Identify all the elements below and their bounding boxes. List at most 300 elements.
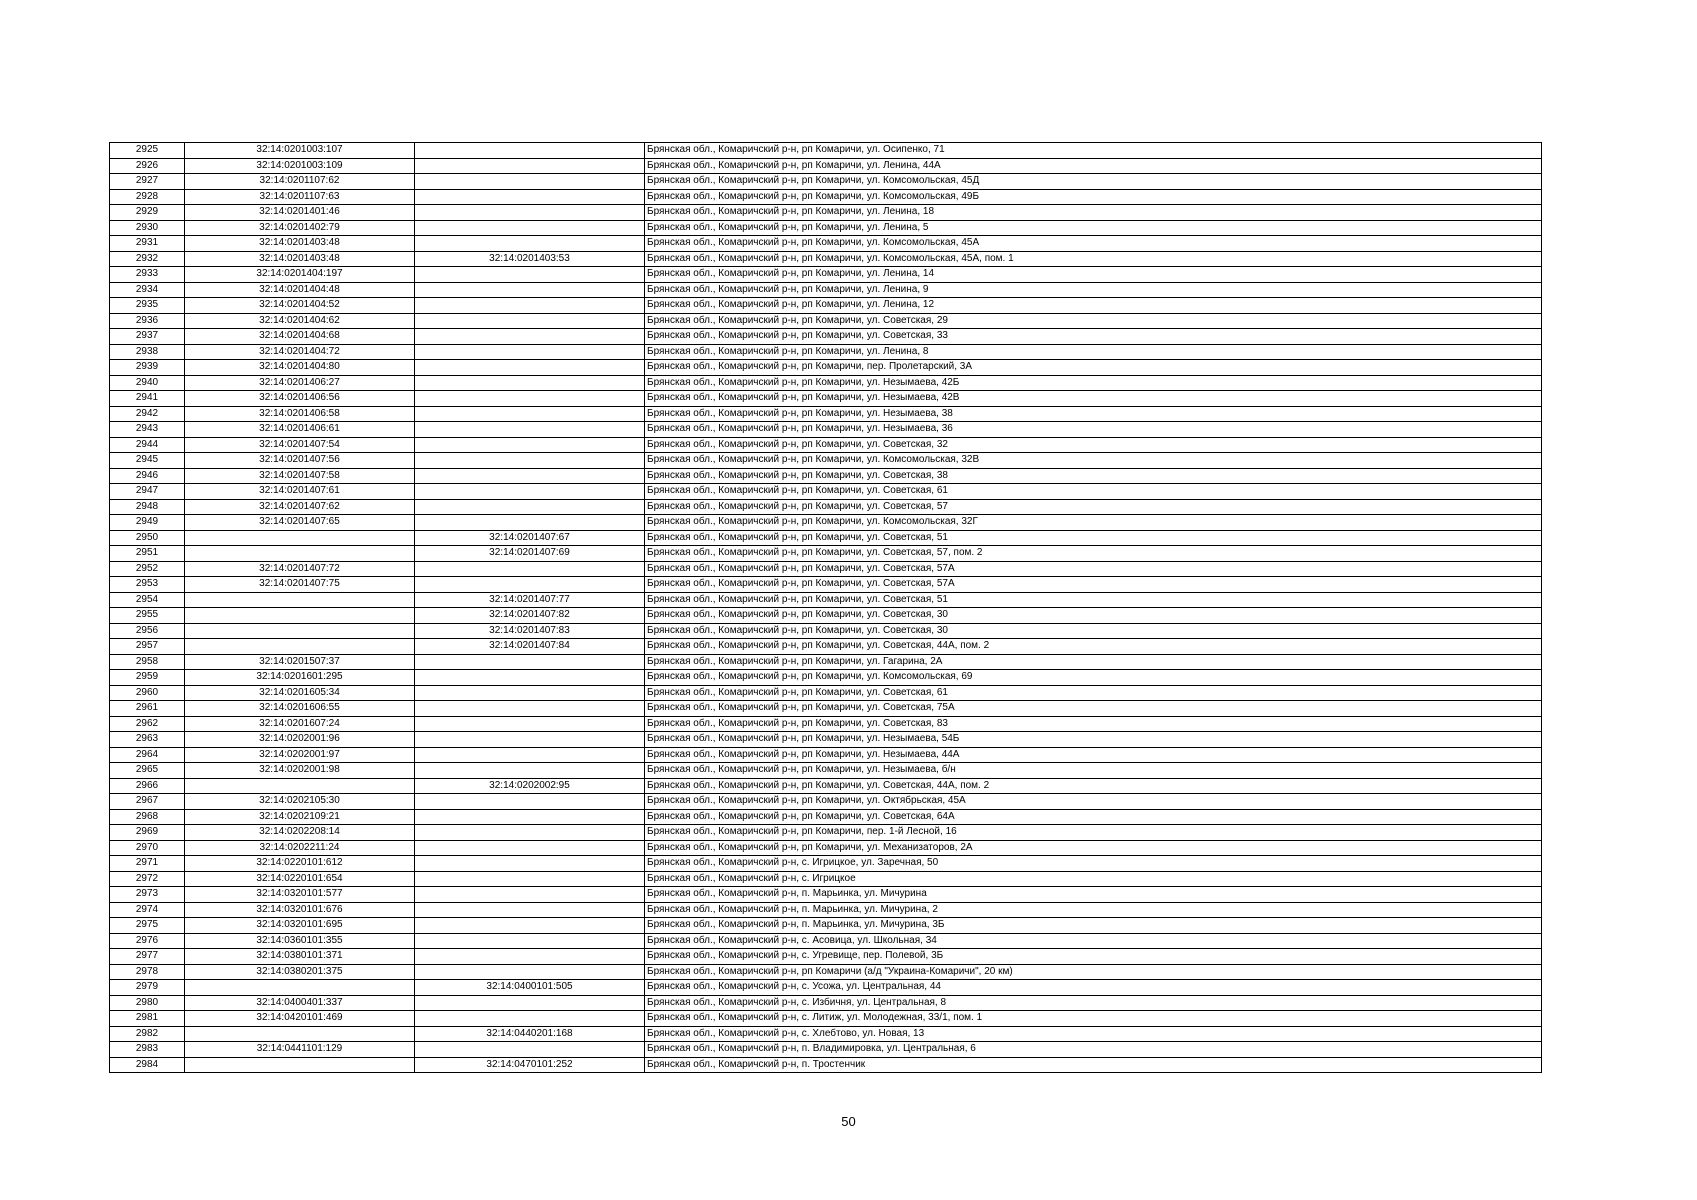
cadastral-number-cell: 32:14:0202001:98 bbox=[185, 763, 415, 779]
cadastral-number-cell: 32:14:0201404:52 bbox=[185, 298, 415, 314]
cadastral-number-cell: 32:14:0202105:30 bbox=[185, 794, 415, 810]
row-number-cell: 2978 bbox=[110, 964, 185, 980]
table-row bbox=[110, 1026, 1542, 1042]
related-cadastral-number-cell bbox=[415, 964, 645, 980]
page-number: 50 bbox=[841, 1114, 856, 1129]
row-number-cell: 2935 bbox=[110, 298, 185, 314]
table-row bbox=[110, 189, 1542, 205]
table-row bbox=[110, 685, 1542, 701]
table-row bbox=[110, 592, 1542, 608]
cadastral-number-cell: 32:14:0201406:58 bbox=[185, 406, 415, 422]
cadastral-number-cell bbox=[185, 639, 415, 655]
row-number-cell: 2961 bbox=[110, 701, 185, 717]
table-row bbox=[110, 887, 1542, 903]
related-cadastral-number-cell bbox=[415, 856, 645, 872]
address-cell: Брянская обл., Комаричский р-н, рп Комаричи, ул. Ленина, 5 bbox=[645, 220, 1542, 236]
row-number-cell: 2975 bbox=[110, 918, 185, 934]
related-cadastral-number-cell bbox=[415, 933, 645, 949]
row-number-cell: 2955 bbox=[110, 608, 185, 624]
row-number-cell: 2962 bbox=[110, 716, 185, 732]
cadastral-number-cell: 32:14:0201402:79 bbox=[185, 220, 415, 236]
row-number-cell: 2931 bbox=[110, 236, 185, 252]
cadastral-number-cell: 32:14:0201407:72 bbox=[185, 561, 415, 577]
row-number-cell: 2941 bbox=[110, 391, 185, 407]
table-row bbox=[110, 1011, 1542, 1027]
related-cadastral-number-cell: 32:14:0201407:84 bbox=[415, 639, 645, 655]
table-row bbox=[110, 701, 1542, 717]
row-number-cell: 2967 bbox=[110, 794, 185, 810]
cadastral-number-cell: 32:14:0201507:37 bbox=[185, 654, 415, 670]
cadastral-number-cell: 32:14:0201403:48 bbox=[185, 236, 415, 252]
row-number-cell: 2984 bbox=[110, 1057, 185, 1073]
related-cadastral-number-cell bbox=[415, 453, 645, 469]
address-cell: Брянская обл., Комаричский р-н, рп Комаричи, ул. Советская, 29 bbox=[645, 313, 1542, 329]
row-number-cell: 2968 bbox=[110, 809, 185, 825]
cadastral-number-cell: 32:14:0201406:61 bbox=[185, 422, 415, 438]
row-number-cell: 2953 bbox=[110, 577, 185, 593]
address-cell: Брянская обл., Комаричский р-н, рп Комаричи, ул. Комсомольская, 49Б bbox=[645, 189, 1542, 205]
row-number-cell: 2945 bbox=[110, 453, 185, 469]
related-cadastral-number-cell bbox=[415, 267, 645, 283]
related-cadastral-number-cell bbox=[415, 375, 645, 391]
address-cell: Брянская обл., Комаричский р-н, рп Комаричи, ул. Советская, 51 bbox=[645, 592, 1542, 608]
related-cadastral-number-cell bbox=[415, 716, 645, 732]
row-number-cell: 2956 bbox=[110, 623, 185, 639]
address-cell: Брянская обл., Комаричский р-н, рп Комаричи, ул. Ленина, 18 bbox=[645, 205, 1542, 221]
cadastral-number-cell: 32:14:0201407:58 bbox=[185, 468, 415, 484]
cadastral-number-cell bbox=[185, 778, 415, 794]
related-cadastral-number-cell: 32:14:0400101:505 bbox=[415, 980, 645, 996]
cadastral-number-cell: 32:14:0201606:55 bbox=[185, 701, 415, 717]
cadastral-number-cell: 32:14:0201605:34 bbox=[185, 685, 415, 701]
row-number-cell: 2974 bbox=[110, 902, 185, 918]
address-cell: Брянская обл., Комаричский р-н, рп Комаричи, ул. Ленина, 8 bbox=[645, 344, 1542, 360]
related-cadastral-number-cell bbox=[415, 577, 645, 593]
cadastral-number-cell: 32:14:0220101:612 bbox=[185, 856, 415, 872]
related-cadastral-number-cell bbox=[415, 468, 645, 484]
table-row bbox=[110, 670, 1542, 686]
row-number-cell: 2976 bbox=[110, 933, 185, 949]
related-cadastral-number-cell bbox=[415, 887, 645, 903]
related-cadastral-number-cell: 32:14:0201407:77 bbox=[415, 592, 645, 608]
related-cadastral-number-cell bbox=[415, 236, 645, 252]
table-row bbox=[110, 375, 1542, 391]
row-number-cell: 2943 bbox=[110, 422, 185, 438]
row-number-cell: 2951 bbox=[110, 546, 185, 562]
cadastral-number-cell: 32:14:0320101:577 bbox=[185, 887, 415, 903]
cadastral-number-cell: 32:14:0201407:61 bbox=[185, 484, 415, 500]
address-cell: Брянская обл., Комаричский р-н, рп Комаричи, ул. Незымаева, 38 bbox=[645, 406, 1542, 422]
address-cell: Брянская обл., Комаричский р-н, с. Асовица, ул. Школьная, 34 bbox=[645, 933, 1542, 949]
address-cell: Брянская обл., Комаричский р-н, рп Комаричи, ул. Октябрьская, 45А bbox=[645, 794, 1542, 810]
row-number-cell: 2942 bbox=[110, 406, 185, 422]
table-row bbox=[110, 918, 1542, 934]
address-cell: Брянская обл., Комаричский р-н, рп Комаричи, ул. Гагарина, 2А bbox=[645, 654, 1542, 670]
row-number-cell: 2983 bbox=[110, 1042, 185, 1058]
table-row bbox=[110, 437, 1542, 453]
table-row bbox=[110, 871, 1542, 887]
row-number-cell: 2971 bbox=[110, 856, 185, 872]
related-cadastral-number-cell: 32:14:0440201:168 bbox=[415, 1026, 645, 1042]
table-row bbox=[110, 515, 1542, 531]
table-row bbox=[110, 825, 1542, 841]
related-cadastral-number-cell bbox=[415, 344, 645, 360]
address-cell: Брянская обл., Комаричский р-н, рп Комаричи, ул. Советская, 61 bbox=[645, 484, 1542, 500]
related-cadastral-number-cell bbox=[415, 949, 645, 965]
related-cadastral-number-cell bbox=[415, 406, 645, 422]
cadastral-number-cell: 32:14:0202208:14 bbox=[185, 825, 415, 841]
cadastral-number-cell: 32:14:0441101:129 bbox=[185, 1042, 415, 1058]
address-cell: Брянская обл., Комаричский р-н, п. Марьинка, ул. Мичурина, 3Б bbox=[645, 918, 1542, 934]
table-row bbox=[110, 313, 1542, 329]
address-cell: Брянская обл., Комаричский р-н, рп Комаричи, ул. Советская, 33 bbox=[645, 329, 1542, 345]
table-row bbox=[110, 1057, 1542, 1073]
cadastral-number-cell: 32:14:0202001:96 bbox=[185, 732, 415, 748]
address-cell: Брянская обл., Комаричский р-н, рп Комаричи, ул. Незымаева, 44А bbox=[645, 747, 1542, 763]
address-cell: Брянская обл., Комаричский р-н, рп Комаричи, ул. Комсомольская, 45А, пом. 1 bbox=[645, 251, 1542, 267]
related-cadastral-number-cell bbox=[415, 437, 645, 453]
row-number-cell: 2966 bbox=[110, 778, 185, 794]
cadastral-number-cell bbox=[185, 546, 415, 562]
row-number-cell: 2938 bbox=[110, 344, 185, 360]
address-cell: Брянская обл., Комаричский р-н, рп Комаричи, ул. Советская, 38 bbox=[645, 468, 1542, 484]
cadastral-number-cell: 32:14:0201407:56 bbox=[185, 453, 415, 469]
table-row bbox=[110, 949, 1542, 965]
address-cell: Брянская обл., Комаричский р-н, рп Комаричи, ул. Ленина, 44А bbox=[645, 158, 1542, 174]
related-cadastral-number-cell: 32:14:0202002:95 bbox=[415, 778, 645, 794]
cadastral-number-cell bbox=[185, 1026, 415, 1042]
address-cell: Брянская обл., Комаричский р-н, п. Марьинка, ул. Мичурина bbox=[645, 887, 1542, 903]
related-cadastral-number-cell: 32:14:0201407:83 bbox=[415, 623, 645, 639]
row-number-cell: 2972 bbox=[110, 871, 185, 887]
table-row bbox=[110, 654, 1542, 670]
table-row bbox=[110, 530, 1542, 546]
row-number-cell: 2930 bbox=[110, 220, 185, 236]
address-cell: Брянская обл., Комаричский р-н, рп Комаричи, ул. Незымаева, 36 bbox=[645, 422, 1542, 438]
address-cell: Брянская обл., Комаричский р-н, рп Комаричи, ул. Советская, 57 bbox=[645, 499, 1542, 515]
cadastral-number-cell: 32:14:0201407:54 bbox=[185, 437, 415, 453]
cadastral-number-cell: 32:14:0201107:62 bbox=[185, 174, 415, 190]
related-cadastral-number-cell: 32:14:0201407:67 bbox=[415, 530, 645, 546]
table-row bbox=[110, 499, 1542, 515]
address-cell: Брянская обл., Комаричский р-н, с. Игрицкое bbox=[645, 871, 1542, 887]
cadastral-number-cell: 32:14:0201401:46 bbox=[185, 205, 415, 221]
address-cell: Брянская обл., Комаричский р-н, с. Литиж, ул. Молодежная, 33/1, пом. 1 bbox=[645, 1011, 1542, 1027]
address-cell: Брянская обл., Комаричский р-н, с. Угревище, пер. Полевой, 3Б bbox=[645, 949, 1542, 965]
address-cell: Брянская обл., Комаричский р-н, рп Комаричи, ул. Комсомольская, 32В bbox=[645, 453, 1542, 469]
related-cadastral-number-cell bbox=[415, 360, 645, 376]
related-cadastral-number-cell bbox=[415, 670, 645, 686]
related-cadastral-number-cell bbox=[415, 747, 645, 763]
row-number-cell: 2932 bbox=[110, 251, 185, 267]
address-cell: Брянская обл., Комаричский р-н, п. Тростенчик bbox=[645, 1057, 1542, 1073]
related-cadastral-number-cell bbox=[415, 840, 645, 856]
related-cadastral-number-cell: 32:14:0201403:53 bbox=[415, 251, 645, 267]
related-cadastral-number-cell bbox=[415, 561, 645, 577]
related-cadastral-number-cell bbox=[415, 189, 645, 205]
address-cell: Брянская обл., Комаричский р-н, с. Хлебтово, ул. Новая, 13 bbox=[645, 1026, 1542, 1042]
cadastral-number-cell bbox=[185, 623, 415, 639]
table-row bbox=[110, 282, 1542, 298]
row-number-cell: 2944 bbox=[110, 437, 185, 453]
row-number-cell: 2934 bbox=[110, 282, 185, 298]
table-row bbox=[110, 902, 1542, 918]
table-row bbox=[110, 205, 1542, 221]
related-cadastral-number-cell bbox=[415, 918, 645, 934]
related-cadastral-number-cell bbox=[415, 422, 645, 438]
cadastral-number-cell: 32:14:0201404:197 bbox=[185, 267, 415, 283]
table-row bbox=[110, 639, 1542, 655]
related-cadastral-number-cell bbox=[415, 701, 645, 717]
row-number-cell: 2933 bbox=[110, 267, 185, 283]
related-cadastral-number-cell: 32:14:0470101:252 bbox=[415, 1057, 645, 1073]
row-number-cell: 2937 bbox=[110, 329, 185, 345]
related-cadastral-number-cell bbox=[415, 809, 645, 825]
table-row bbox=[110, 577, 1542, 593]
cadastral-number-cell: 32:14:0201003:109 bbox=[185, 158, 415, 174]
row-number-cell: 2947 bbox=[110, 484, 185, 500]
address-cell: Брянская обл., Комаричский р-н, с. Усожа, ул. Центральная, 44 bbox=[645, 980, 1542, 996]
row-number-cell: 2939 bbox=[110, 360, 185, 376]
row-number-cell: 2949 bbox=[110, 515, 185, 531]
address-cell: Брянская обл., Комаричский р-н, п. Марьинка, ул. Мичурина, 2 bbox=[645, 902, 1542, 918]
address-cell: Брянская обл., Комаричский р-н, рп Комаричи, ул. Незымаева, 54Б bbox=[645, 732, 1542, 748]
related-cadastral-number-cell bbox=[415, 685, 645, 701]
related-cadastral-number-cell bbox=[415, 298, 645, 314]
address-cell: Брянская обл., Комаричский р-н, рп Комаричи, ул. Советская, 83 bbox=[645, 716, 1542, 732]
address-cell: Брянская обл., Комаричский р-н, рп Комаричи, ул. Комсомольская, 32Г bbox=[645, 515, 1542, 531]
related-cadastral-number-cell bbox=[415, 143, 645, 159]
row-number-cell: 2977 bbox=[110, 949, 185, 965]
cadastral-number-cell: 32:14:0201406:27 bbox=[185, 375, 415, 391]
related-cadastral-number-cell: 32:14:0201407:69 bbox=[415, 546, 645, 562]
table-row bbox=[110, 391, 1542, 407]
address-cell: Брянская обл., Комаричский р-н, рп Комаричи, ул. Ленина, 9 bbox=[645, 282, 1542, 298]
cadastral-number-cell: 32:14:0201407:65 bbox=[185, 515, 415, 531]
row-number-cell: 2928 bbox=[110, 189, 185, 205]
table-row bbox=[110, 964, 1542, 980]
cadastral-number-cell: 32:14:0201404:48 bbox=[185, 282, 415, 298]
cadastral-number-cell: 32:14:0202001:97 bbox=[185, 747, 415, 763]
row-number-cell: 2958 bbox=[110, 654, 185, 670]
cadastral-number-cell: 32:14:0201404:80 bbox=[185, 360, 415, 376]
cadastral-number-cell bbox=[185, 608, 415, 624]
table-row bbox=[110, 809, 1542, 825]
address-cell: Брянская обл., Комаричский р-н, рп Комаричи, ул. Ленина, 14 bbox=[645, 267, 1542, 283]
table-row bbox=[110, 329, 1542, 345]
table-row bbox=[110, 856, 1542, 872]
table-row bbox=[110, 236, 1542, 252]
table-row bbox=[110, 933, 1542, 949]
table-row bbox=[110, 980, 1542, 996]
table-row bbox=[110, 794, 1542, 810]
cadastral-number-cell: 32:14:0202211:24 bbox=[185, 840, 415, 856]
address-cell: Брянская обл., Комаричский р-н, рп Комаричи, ул. Комсомольская, 45Д bbox=[645, 174, 1542, 190]
table-row bbox=[110, 298, 1542, 314]
table-row bbox=[110, 174, 1542, 190]
row-number-cell: 2936 bbox=[110, 313, 185, 329]
address-cell: Брянская обл., Комаричский р-н, рп Комаричи, ул. Ленина, 12 bbox=[645, 298, 1542, 314]
row-number-cell: 2925 bbox=[110, 143, 185, 159]
row-number-cell: 2948 bbox=[110, 499, 185, 515]
table-row bbox=[110, 995, 1542, 1011]
table-row bbox=[110, 267, 1542, 283]
address-cell: Брянская обл., Комаричский р-н, рп Комаричи, ул. Советская, 75А bbox=[645, 701, 1542, 717]
cadastral-number-cell bbox=[185, 592, 415, 608]
cadastral-number-cell: 32:14:0201403:48 bbox=[185, 251, 415, 267]
row-number-cell: 2954 bbox=[110, 592, 185, 608]
related-cadastral-number-cell bbox=[415, 995, 645, 1011]
address-cell: Брянская обл., Комаричский р-н, рп Комаричи, ул. Советская, 57А bbox=[645, 561, 1542, 577]
table-row bbox=[110, 747, 1542, 763]
related-cadastral-number-cell bbox=[415, 329, 645, 345]
table-row bbox=[110, 608, 1542, 624]
row-number-cell: 2960 bbox=[110, 685, 185, 701]
table-row bbox=[110, 840, 1542, 856]
cadastral-number-cell: 32:14:0201404:72 bbox=[185, 344, 415, 360]
cadastral-number-cell bbox=[185, 1057, 415, 1073]
table-row bbox=[110, 732, 1542, 748]
table-row bbox=[110, 158, 1542, 174]
related-cadastral-number-cell bbox=[415, 220, 645, 236]
address-cell: Брянская обл., Комаричский р-н, с. Избичня, ул. Центральная, 8 bbox=[645, 995, 1542, 1011]
related-cadastral-number-cell bbox=[415, 391, 645, 407]
cadastral-number-cell: 32:14:0320101:676 bbox=[185, 902, 415, 918]
cadastral-number-cell: 32:14:0202109:21 bbox=[185, 809, 415, 825]
related-cadastral-number-cell bbox=[415, 1042, 645, 1058]
related-cadastral-number-cell bbox=[415, 732, 645, 748]
address-cell: Брянская обл., Комаричский р-н, рп Комаричи (а/д "Украина-Комаричи", 20 км) bbox=[645, 964, 1542, 980]
related-cadastral-number-cell bbox=[415, 282, 645, 298]
row-number-cell: 2969 bbox=[110, 825, 185, 841]
row-number-cell: 2950 bbox=[110, 530, 185, 546]
related-cadastral-number-cell bbox=[415, 313, 645, 329]
row-number-cell: 2965 bbox=[110, 763, 185, 779]
related-cadastral-number-cell bbox=[415, 794, 645, 810]
cadastral-number-cell: 32:14:0201407:62 bbox=[185, 499, 415, 515]
cadastral-number-cell bbox=[185, 530, 415, 546]
table-row bbox=[110, 546, 1542, 562]
address-cell: Брянская обл., Комаричский р-н, рп Комаричи, ул. Советская, 30 bbox=[645, 608, 1542, 624]
address-cell: Брянская обл., Комаричский р-н, с. Игрицкое, ул. Заречная, 50 bbox=[645, 856, 1542, 872]
cadastral-number-cell: 32:14:0380101:371 bbox=[185, 949, 415, 965]
address-cell: Брянская обл., Комаричский р-н, рп Комаричи, ул. Советская, 64А bbox=[645, 809, 1542, 825]
cadastral-number-cell: 32:14:0420101:469 bbox=[185, 1011, 415, 1027]
address-cell: Брянская обл., Комаричский р-н, рп Комаричи, ул. Незымаева, 42Б bbox=[645, 375, 1542, 391]
related-cadastral-number-cell bbox=[415, 1011, 645, 1027]
cadastral-number-cell: 32:14:0400401:337 bbox=[185, 995, 415, 1011]
address-cell: Брянская обл., Комаричский р-н, рп Комаричи, ул. Советская, 30 bbox=[645, 623, 1542, 639]
table-row bbox=[110, 406, 1542, 422]
cadastral-number-cell: 32:14:0220101:654 bbox=[185, 871, 415, 887]
related-cadastral-number-cell bbox=[415, 515, 645, 531]
cadastral-number-cell: 32:14:0320101:695 bbox=[185, 918, 415, 934]
row-number-cell: 2940 bbox=[110, 375, 185, 391]
cadastral-number-cell: 32:14:0201404:62 bbox=[185, 313, 415, 329]
registry-table-body bbox=[110, 143, 1542, 1073]
row-number-cell: 2927 bbox=[110, 174, 185, 190]
address-cell: Брянская обл., Комаричский р-н, рп Комаричи, пер. 1-й Лесной, 16 bbox=[645, 825, 1542, 841]
table-row bbox=[110, 468, 1542, 484]
cadastral-number-cell: 32:14:0201407:75 bbox=[185, 577, 415, 593]
cadastral-number-cell: 32:14:0380201:375 bbox=[185, 964, 415, 980]
row-number-cell: 2957 bbox=[110, 639, 185, 655]
row-number-cell: 2952 bbox=[110, 561, 185, 577]
row-number-cell: 2946 bbox=[110, 468, 185, 484]
related-cadastral-number-cell bbox=[415, 484, 645, 500]
row-number-cell: 2980 bbox=[110, 995, 185, 1011]
related-cadastral-number-cell bbox=[415, 205, 645, 221]
row-number-cell: 2929 bbox=[110, 205, 185, 221]
row-number-cell: 2982 bbox=[110, 1026, 185, 1042]
address-cell: Брянская обл., Комаричский р-н, рп Комаричи, ул. Механизаторов, 2А bbox=[645, 840, 1542, 856]
cadastral-number-cell: 32:14:0201607:24 bbox=[185, 716, 415, 732]
cadastral-number-cell: 32:14:0201003:107 bbox=[185, 143, 415, 159]
table-row bbox=[110, 143, 1542, 159]
row-number-cell: 2964 bbox=[110, 747, 185, 763]
cadastral-number-cell: 32:14:0201406:56 bbox=[185, 391, 415, 407]
address-cell: Брянская обл., Комаричский р-н, рп Комаричи, ул. Комсомольская, 45А bbox=[645, 236, 1542, 252]
table-row bbox=[110, 1042, 1542, 1058]
related-cadastral-number-cell bbox=[415, 825, 645, 841]
table-row bbox=[110, 623, 1542, 639]
address-cell: Брянская обл., Комаричский р-н, рп Комаричи, ул. Советская, 32 bbox=[645, 437, 1542, 453]
address-cell: Брянская обл., Комаричский р-н, рп Комаричи, ул. Советская, 44А, пом. 2 bbox=[645, 639, 1542, 655]
table-row bbox=[110, 360, 1542, 376]
address-cell: Брянская обл., Комаричский р-н, п. Владимировка, ул. Центральная, 6 bbox=[645, 1042, 1542, 1058]
table-row bbox=[110, 344, 1542, 360]
table-row bbox=[110, 778, 1542, 794]
related-cadastral-number-cell bbox=[415, 871, 645, 887]
related-cadastral-number-cell bbox=[415, 902, 645, 918]
row-number-cell: 2973 bbox=[110, 887, 185, 903]
row-number-cell: 2981 bbox=[110, 1011, 185, 1027]
address-cell: Брянская обл., Комаричский р-н, рп Комаричи, ул. Советская, 57, пом. 2 bbox=[645, 546, 1542, 562]
row-number-cell: 2926 bbox=[110, 158, 185, 174]
address-cell: Брянская обл., Комаричский р-н, рп Комаричи, пер. Пролетарский, 3А bbox=[645, 360, 1542, 376]
address-cell: Брянская обл., Комаричский р-н, рп Комаричи, ул. Советская, 57А bbox=[645, 577, 1542, 593]
table-row bbox=[110, 484, 1542, 500]
address-cell: Брянская обл., Комаричский р-н, рп Комаричи, ул. Советская, 51 bbox=[645, 530, 1542, 546]
related-cadastral-number-cell bbox=[415, 763, 645, 779]
registry-table bbox=[109, 142, 1542, 1073]
address-cell: Брянская обл., Комаричский р-н, рп Комаричи, ул. Осипенко, 71 bbox=[645, 143, 1542, 159]
table-row bbox=[110, 453, 1542, 469]
related-cadastral-number-cell bbox=[415, 654, 645, 670]
address-cell: Брянская обл., Комаричский р-н, рп Комаричи, ул. Советская, 44А, пом. 2 bbox=[645, 778, 1542, 794]
table-row bbox=[110, 220, 1542, 236]
related-cadastral-number-cell bbox=[415, 499, 645, 515]
cadastral-number-cell bbox=[185, 980, 415, 996]
related-cadastral-number-cell bbox=[415, 158, 645, 174]
table-row bbox=[110, 716, 1542, 732]
cadastral-number-cell: 32:14:0201107:63 bbox=[185, 189, 415, 205]
related-cadastral-number-cell: 32:14:0201407:82 bbox=[415, 608, 645, 624]
cadastral-number-cell: 32:14:0201404:68 bbox=[185, 329, 415, 345]
row-number-cell: 2959 bbox=[110, 670, 185, 686]
table-row bbox=[110, 422, 1542, 438]
table-row bbox=[110, 561, 1542, 577]
address-cell: Брянская обл., Комаричский р-н, рп Комаричи, ул. Советская, 61 bbox=[645, 685, 1542, 701]
row-number-cell: 2970 bbox=[110, 840, 185, 856]
cadastral-number-cell: 32:14:0201601:295 bbox=[185, 670, 415, 686]
address-cell: Брянская обл., Комаричский р-н, рп Комаричи, ул. Комсомольская, 69 bbox=[645, 670, 1542, 686]
row-number-cell: 2963 bbox=[110, 732, 185, 748]
address-cell: Брянская обл., Комаричский р-н, рп Комаричи, ул. Незымаева, б/н bbox=[645, 763, 1542, 779]
row-number-cell: 2979 bbox=[110, 980, 185, 996]
address-cell: Брянская обл., Комаричский р-н, рп Комаричи, ул. Незымаева, 42В bbox=[645, 391, 1542, 407]
table-row bbox=[110, 763, 1542, 779]
